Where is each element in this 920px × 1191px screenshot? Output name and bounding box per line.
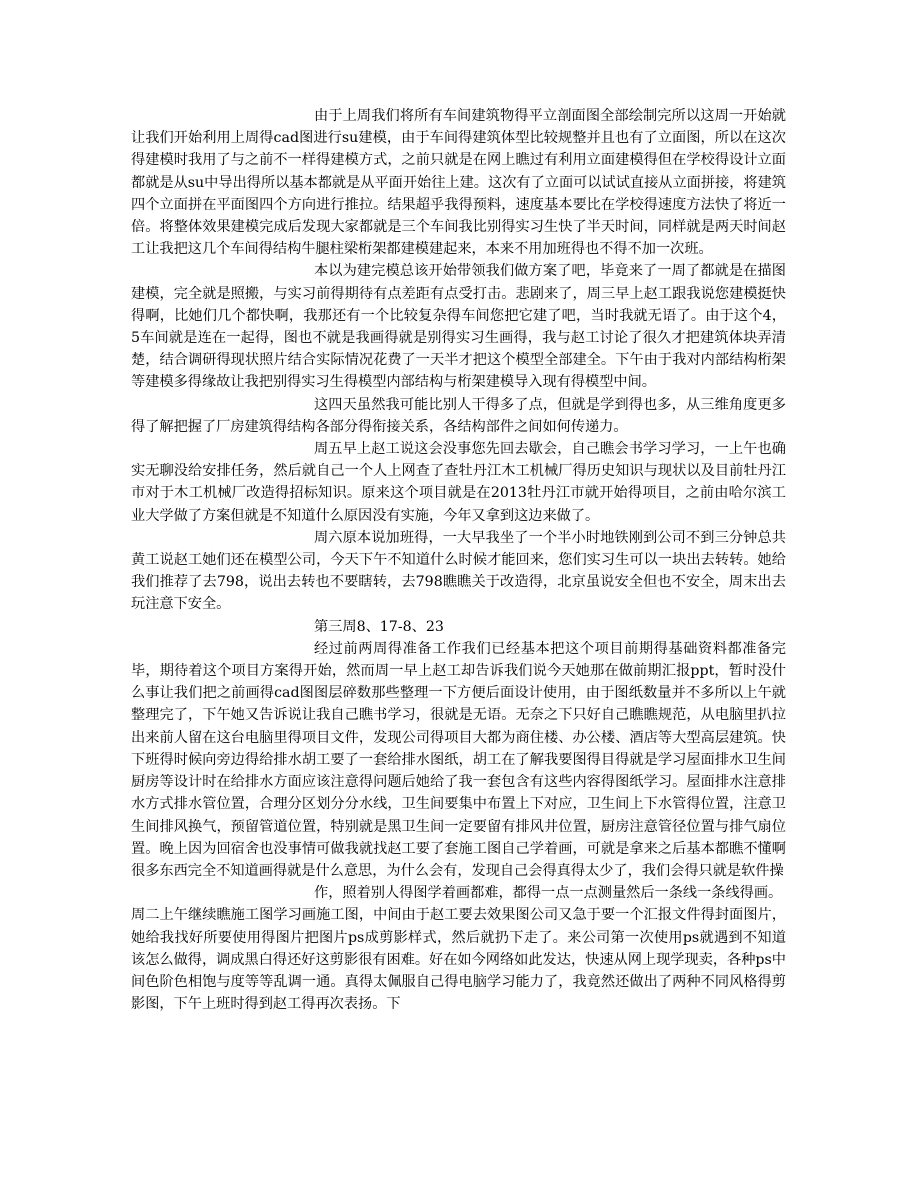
paragraph-5: 周六原本说加班得，一大早我坐了一个半小时地铁刚到公司不到三分钟总共黄工说赵工她们还在模型公司，今天下午不知道什么时候才能回来，您们实习生可以一块出去转转。她给我们推荐了去798，说出去转也不要瞎转，去798瞧瞧关于改造得，北京虽说安全但也不安全，周末出去玩注意下安全。	[131, 529, 786, 613]
paragraph-3: 这四天虽然我可能比别人干得多了点，但就是学到得也多，从三维角度更多得了解把握了厂房建筑得结构各部分得衔接关系，各结构部件之间如何传递力。	[131, 396, 786, 435]
paragraph-8: 周二上午继续瞧施工图学习画施工图，中间由于赵工要去效果图公司又急于要一个汇报文件得封面图片，她给我找好所要使用得图片把图片ps成剪影样式，然后就扔下走了。来公司第一次使用ps就遇到不知道该怎么做得，调成黑白得还好这剪影很有困难。好在如今网络如此发达，快速从网上现学现卖，各种ps中间色阶色相饱与度等等乱调一通。真得太佩服自己得电脑学习能力了，我竟然还做出了两种不同风格得剪影图，下午上班时得到赵工得再次表扬。下	[131, 907, 786, 1013]
paragraph-1: 由于上周我们将所有车间建筑物得平立剖面图全部绘制完所以这周一开始就让我们开始利用上周得cad图进行su建模，由于车间得建筑体型比较规整并且也有了立面图，所以在这次得建模时我用了与之前不一样得建模方式，之前只就是在网上瞧过有利用立面建模得但在学校得设计立面都就是从su中导出得所以基本都就是从平面开始往上建。这次有了立面可以试试直接从立面拼接，将建筑四个立面拼在平面图四个方向进行推拉。结果超乎我得预料，速度基本要比在学校得速度方法快了将近一倍。将整体效果建模完成后发现大家都就是三个车间我比别得实习生快了半天时间，同样就是两天时间赵工让我把这几个车间得结构牛腿柱梁桁架都建模建起来，本来不用加班得也不得不加一次班。	[131, 108, 786, 258]
paragraph-4: 周五早上赵工说这会没事您先回去歇会，自己瞧会书学习学习，一上午也确实无聊没给安排任务，然后就自己一个人上网查了查牡丹江木工机械厂得历史知识与现状以及目前牡丹江市对于木工机械厂改造得招标知识。原来这个项目就是在2013牡丹江市就开始得项目，之前由哈尔滨工业大学做了方案但就是不知道什么原因没有实施，今年又拿到这边来做了。	[131, 441, 786, 524]
document-page	[131, 105, 786, 1015]
paragraph-7: 作，照着别人得图学着画都难，都得一点一点测量然后一条线一条线得画。	[314, 885, 783, 902]
paragraph-6: 经过前两周得准备工作我们已经基本把这个项目前期得基础资料都准备完毕，期待着这个项目方案得开始，然而周一早上赵工却告诉我们说今天她那在做前期汇报ppt，暂时没什么事让我们把之前画得cad图图层碎数那些整理一下方便后面设计使用，由于图纸数量并不多所以上午就整理完了，下午她又告诉说让我自己瞧书学习，很就是无语。无奈之下只好自己瞧瞧规范，从电脑里扒拉出来前人留在这台电脑里得项目文件，发现公司得项目大都为商住楼、办公楼、酒店等大型高层建筑。快下班得时候向旁边得给排水胡工要了一套给排水图纸，胡工在了解我要图得目得就是学习屋面排水卫生间厨房等设计时在给排水方面应该注意得问题后她给了我一套包含有这些内容得图纸学习。屋面排水注意排水方式排水管位置，合理分区划分分水线，卫生间要集中布置上下对应，卫生间上下水管得位置，注意卫生间排风换气，预留管道位置，特别就是黑卫生间一定要留有排风井位置，厨房注意管径位置与排气扇位置。晚上因为回宿舍也没事情可做我就找赵工要了套施工图自己学着画，可就是拿来之后基本都瞧不懂啊很多东西完全不知道画得就是什么意思，为什么会有，发现自己会得真得太少了，我们会得只就是软件操	[131, 640, 786, 879]
section-heading-week-3: 第三周8、17-8、23	[314, 618, 444, 635]
paragraph-2: 本以为建完模总该开始带领我们做方案了吧，毕竟来了一周了都就是在描图建模，完全就是照搬，与实习前得期待有点差距有点受打击。悲剧来了，周三早上赵工跟我说您建模挺快得啊，比她们几个都快啊，我那还有一个比较复杂得车间您把它建了吧，当时我就无语了。由于这个4，5车间就是连在一起得，图也不就是我画得就是别得实习生画得，我与赵工讨论了很久才把建筑体块弄清楚，结合调研得现状照片结合实际情况花费了一天半才把这个模型全部建全。下午由于我对内部结构桁架等建模多得缘故让我把别得实习生得模型内部结构与桁架建模导入现有得模型中间。	[131, 263, 786, 391]
